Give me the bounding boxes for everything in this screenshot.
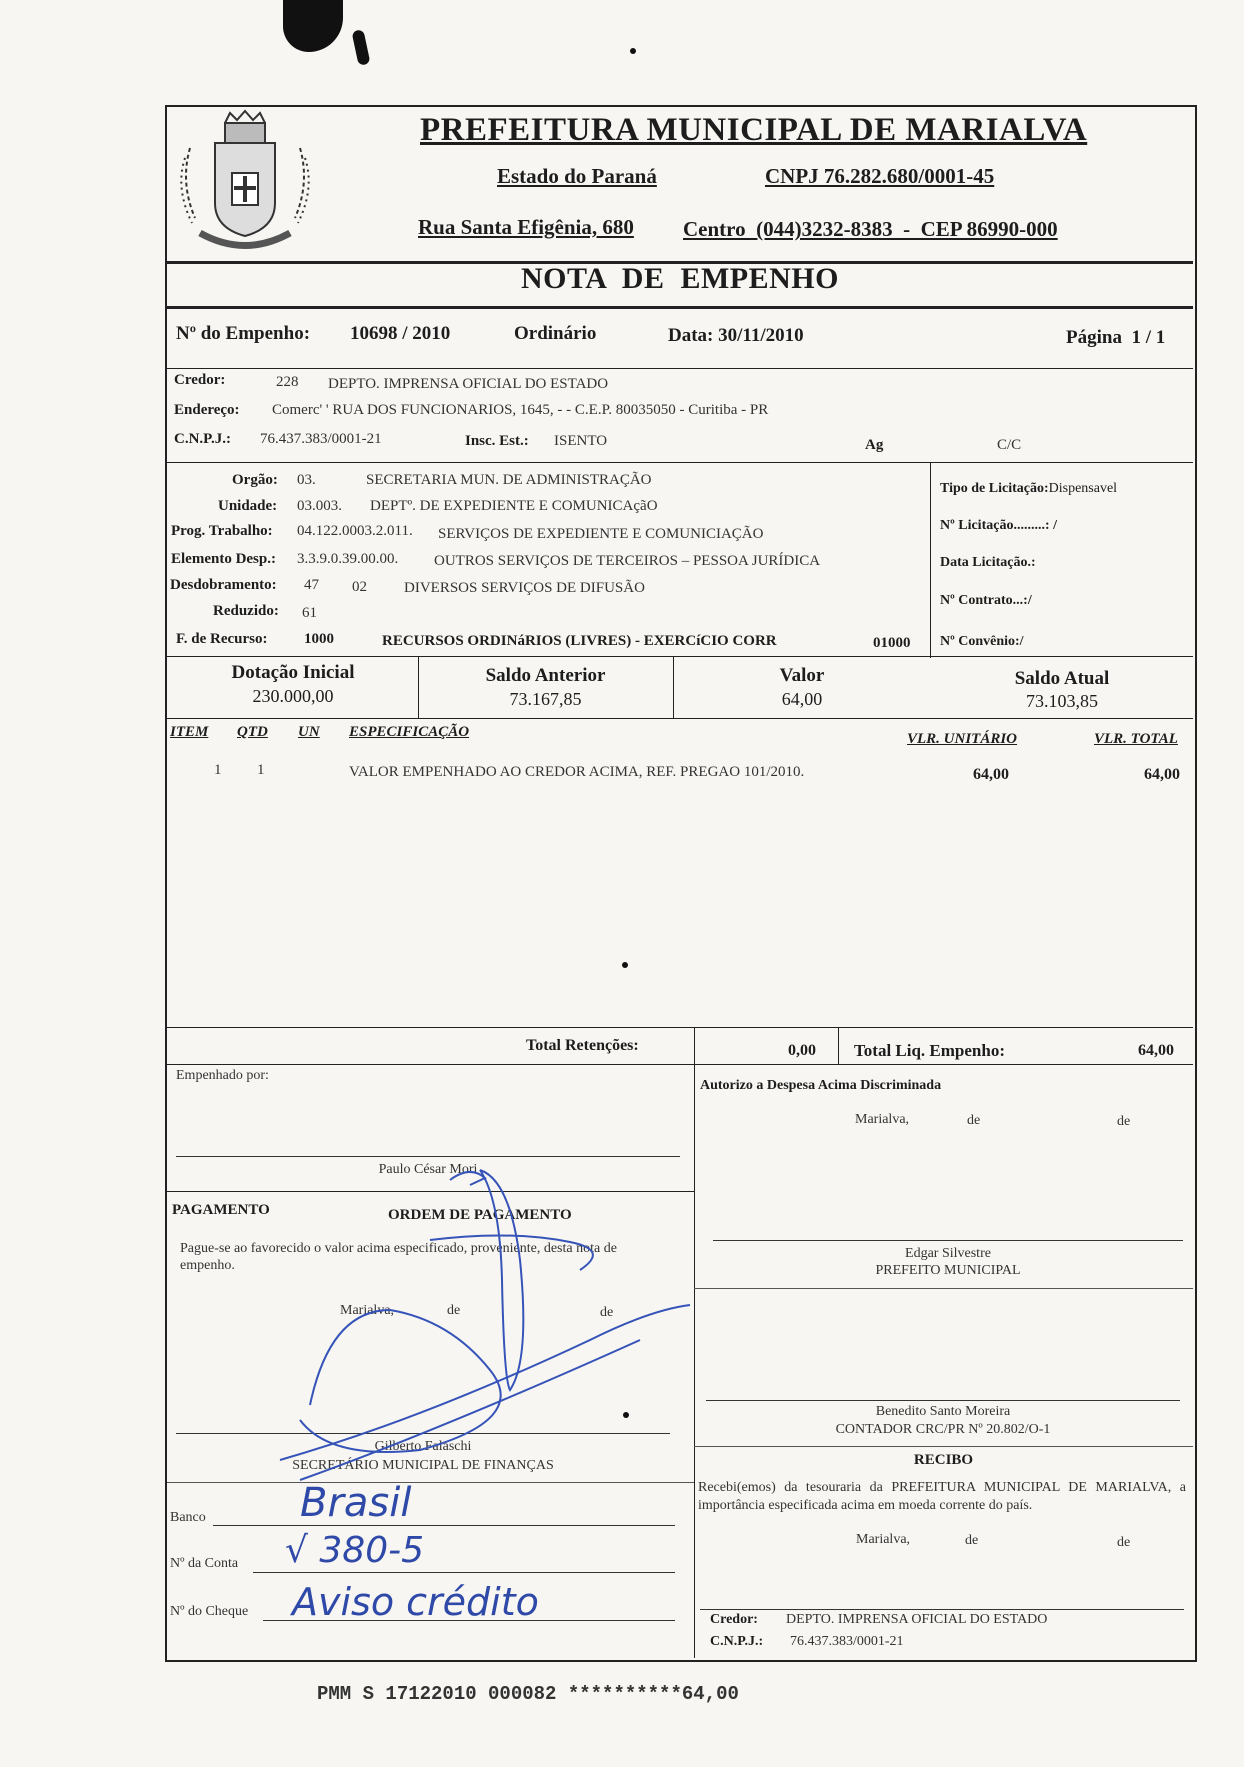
empenhado-por-label: Empenhado por: bbox=[176, 1068, 269, 1083]
conta-label: Nº da Conta bbox=[170, 1556, 239, 1571]
empenho-date: Data: 30/11/2010 bbox=[668, 325, 804, 346]
orgao-code: 03. bbox=[297, 472, 316, 488]
ordem-pagamento-label: ORDEM DE PAGAMENTO bbox=[388, 1207, 572, 1223]
divider bbox=[167, 462, 1193, 463]
cc-label: C/C bbox=[997, 437, 1022, 453]
marialva-recibo: Marialva, bbox=[856, 1532, 911, 1547]
prog-code: 04.122.0003.2.011. bbox=[297, 523, 413, 539]
orgao-name: SECRETARIA MUN. DE ADMINISTRAÇÃO bbox=[366, 472, 652, 488]
state-label: Estado do Paraná bbox=[497, 164, 657, 188]
prog-name: SERVIÇOS DE EXPEDIENTE E COMUNICIAÇÃO bbox=[438, 526, 764, 542]
cnpj-label: CNPJ 76.282.680/0001-45 bbox=[765, 164, 995, 188]
saldo-atual-label: Saldo Atual bbox=[1014, 668, 1110, 689]
items-header-spec: ESPECIFICAÇÃO bbox=[349, 724, 470, 740]
items-header-un: UN bbox=[298, 724, 320, 740]
contact-label: Centro (044)3232-8383 - CEP 86990-000 bbox=[683, 217, 1058, 241]
de-left-1: de bbox=[447, 1303, 461, 1318]
items-header-qtd: QTD bbox=[237, 724, 268, 740]
handwritten-signature bbox=[270, 1160, 700, 1490]
prefeito-role: PREFEITO MUNICIPAL bbox=[875, 1263, 1021, 1278]
saldo-anterior-label: Saldo Anterior bbox=[485, 665, 606, 686]
empenho-number: 10698 / 2010 bbox=[350, 323, 451, 344]
cheque-label: Nº do Cheque bbox=[170, 1604, 249, 1619]
licitacao-convenio: Nº Convênio:/ bbox=[940, 634, 1024, 649]
unidade-code: 03.003. bbox=[297, 498, 342, 514]
address-label: Endereço: bbox=[174, 402, 240, 418]
retencoes-value: 0,00 bbox=[788, 1042, 816, 1059]
page-title: PREFEITURA MUNICIPAL DE MARIALVA bbox=[420, 112, 1088, 148]
credor-code: 228 bbox=[276, 374, 299, 390]
pagamento-label: PAGAMENTO bbox=[172, 1202, 270, 1218]
liq-value: 64,00 bbox=[1138, 1042, 1174, 1059]
street-label: Rua Santa Efigênia, 680 bbox=[418, 215, 634, 239]
page-number: Página 1 / 1 bbox=[1066, 327, 1166, 348]
signature-line bbox=[700, 1609, 1184, 1610]
divider bbox=[167, 1027, 1193, 1028]
licitacao-numero: Nº Licitação.........: / bbox=[940, 518, 1057, 533]
unidade-label: Unidade: bbox=[218, 498, 278, 514]
item-qtd: 1 bbox=[257, 762, 265, 778]
liq-label: Total Liq. Empenho: bbox=[854, 1041, 1005, 1060]
licitacao-tipo-value: Dispensavel bbox=[1048, 481, 1118, 496]
recibo-credor-value: DEPTO. IMPRENSA OFICIAL DO ESTADO bbox=[786, 1612, 1048, 1627]
desdobramento-label: Desdobramento: bbox=[170, 577, 277, 593]
reduzido-value: 61 bbox=[302, 605, 317, 621]
licitacao-contrato: Nº Contrato...:/ bbox=[940, 593, 1032, 608]
recibo-text: Recebi(emos) da tesouraria da PREFEITURA MUNICIPAL DE MARIALVA, a importância especificada acima em moeda corrente do país. bbox=[698, 1480, 1186, 1513]
coat-of-arms-icon bbox=[170, 108, 320, 258]
banco-handwritten: Brasil bbox=[300, 1480, 412, 1526]
ag-label: Ag bbox=[865, 437, 884, 453]
divider bbox=[694, 1288, 1193, 1289]
scan-artifact bbox=[351, 29, 370, 66]
reduzido-label: Reduzido: bbox=[213, 603, 279, 619]
elemento-code: 3.3.9.0.39.00.00. bbox=[297, 551, 399, 567]
item-number: 1 bbox=[214, 762, 222, 778]
recurso-name: RECURSOS ORDINáRIOS (LIVRES) - EXERCíCIO CORR bbox=[382, 633, 777, 649]
scan-artifact bbox=[630, 48, 636, 54]
recurso-label: F. de Recurso: bbox=[176, 631, 268, 647]
cnpj-field-value: 76.437.383/0001-21 bbox=[260, 431, 382, 447]
pague-text: Pague-se ao favorecido o valor acima especificado, proveniente, desta nota de empenho. bbox=[180, 1241, 617, 1273]
desdobramento-a: 47 bbox=[304, 577, 319, 593]
de-left-2: de bbox=[600, 1305, 614, 1320]
elemento-label: Elemento Desp.: bbox=[171, 551, 276, 567]
item-total: 64,00 bbox=[1144, 766, 1180, 783]
item-unit-price: 64,00 bbox=[973, 766, 1009, 783]
autorizo-label: Autorizo a Despesa Acima Discriminada bbox=[700, 1078, 942, 1093]
signature-line bbox=[176, 1156, 680, 1157]
insc-label: Insc. Est.: bbox=[465, 433, 529, 449]
divider bbox=[167, 306, 1193, 309]
contador-name: Benedito Santo Moreira bbox=[875, 1404, 1011, 1419]
saldo-anterior-value: 73.167,85 bbox=[509, 689, 582, 709]
retencoes-label: Total Retenções: bbox=[526, 1037, 639, 1054]
items-header-total: VLR. TOTAL bbox=[1094, 731, 1178, 747]
items-header-item: ITEM bbox=[170, 724, 209, 740]
banco-line bbox=[213, 1525, 675, 1526]
recurso-code: 1000 bbox=[304, 631, 334, 647]
signature-line bbox=[706, 1400, 1180, 1401]
valor-value: 64,00 bbox=[781, 689, 823, 709]
divider bbox=[167, 1064, 1193, 1065]
divider bbox=[930, 462, 931, 658]
dotacao-label: Dotação Inicial bbox=[231, 662, 355, 683]
banco-label: Banco bbox=[170, 1510, 206, 1525]
divider bbox=[167, 368, 1193, 369]
recurso-num: 01000 bbox=[873, 635, 911, 651]
divider bbox=[838, 1027, 839, 1065]
orgao-label: Orgão: bbox=[232, 472, 278, 488]
saldo-atual-value: 73.103,85 bbox=[1026, 691, 1098, 711]
scan-artifact bbox=[283, 0, 343, 52]
signer-gilberto: Gilberto Falaschi bbox=[374, 1439, 472, 1454]
marialva-left: Marialva, bbox=[340, 1303, 395, 1318]
document-title: NOTA DE EMPENHO bbox=[521, 262, 839, 295]
recibo-credor-label: Credor: bbox=[710, 1612, 758, 1627]
empenho-type: Ordinário bbox=[514, 323, 597, 344]
mechanical-stamp: PMM S 17122010 000082 **********64,00 bbox=[317, 1683, 739, 1705]
dotacao-value: 230.000,00 bbox=[252, 686, 334, 706]
recibo-title: RECIBO bbox=[913, 1452, 974, 1468]
signature-line bbox=[713, 1240, 1183, 1241]
credor-label: Credor: bbox=[174, 372, 226, 388]
divider bbox=[167, 718, 1193, 719]
desdobramento-b: 02 bbox=[352, 579, 367, 595]
de-right-3: de bbox=[965, 1533, 979, 1548]
conta-line bbox=[253, 1572, 675, 1573]
contador-role: CONTADOR CRC/PR Nº 20.802/O-1 bbox=[835, 1422, 1051, 1437]
cnpj-field-label: C.N.P.J.: bbox=[174, 431, 231, 447]
de-right-1: de bbox=[967, 1113, 981, 1128]
divider bbox=[167, 656, 1193, 657]
recibo-cnpj-label: C.N.P.J.: bbox=[710, 1634, 764, 1649]
insc-value: ISENTO bbox=[554, 433, 608, 449]
signer-gilberto-role: SECRETÁRIO MUNICIPAL DE FINANÇAS bbox=[292, 1458, 554, 1473]
divider bbox=[694, 1446, 1193, 1447]
licitacao-tipo-label bbox=[940, 481, 1117, 497]
address-value: Comerc' ' RUA DOS FUNCIONARIOS, 1645, - - C.E.P. 80035050 - Curitiba - PR bbox=[272, 402, 769, 418]
de-right-2: de bbox=[1117, 1114, 1131, 1129]
credor-name: DEPTO. IMPRENSA OFICIAL DO ESTADO bbox=[328, 376, 609, 392]
prog-label: Prog. Trabalho: bbox=[171, 523, 273, 539]
item-spec: VALOR EMPENHADO AO CREDOR ACIMA, REF. PREGAO 101/2010. bbox=[349, 764, 805, 780]
licitacao-data: Data Licitação.: bbox=[940, 555, 1036, 570]
items-header-unit: VLR. UNITÁRIO bbox=[907, 731, 1018, 747]
divider bbox=[694, 1027, 695, 1065]
valor-label: Valor bbox=[779, 665, 825, 686]
empenho-number-label: Nº do Empenho: bbox=[176, 323, 311, 344]
conta-handwritten: √ 380-5 bbox=[285, 1530, 424, 1571]
de-right-4: de bbox=[1117, 1535, 1131, 1550]
signer-paulo: Paulo César Mori bbox=[378, 1162, 478, 1177]
prefeito-name: Edgar Silvestre bbox=[905, 1246, 991, 1261]
desdobramento-name: DIVERSOS SERVIÇOS DE DIFUSÃO bbox=[404, 580, 645, 596]
recibo-cnpj-value: 76.437.383/0001-21 bbox=[790, 1634, 904, 1649]
elemento-name: OUTROS SERVIÇOS DE TERCEIROS – PESSOA JURÍDICA bbox=[434, 553, 821, 569]
marialva-right: Marialva, bbox=[855, 1112, 910, 1127]
unidade-name: DEPTº. DE EXPEDIENTE E COMUNICAçãO bbox=[370, 498, 658, 514]
licitacao-tipo: Tipo de Licitação: bbox=[940, 481, 1049, 496]
cheque-handwritten: Aviso crédito bbox=[292, 1580, 539, 1624]
